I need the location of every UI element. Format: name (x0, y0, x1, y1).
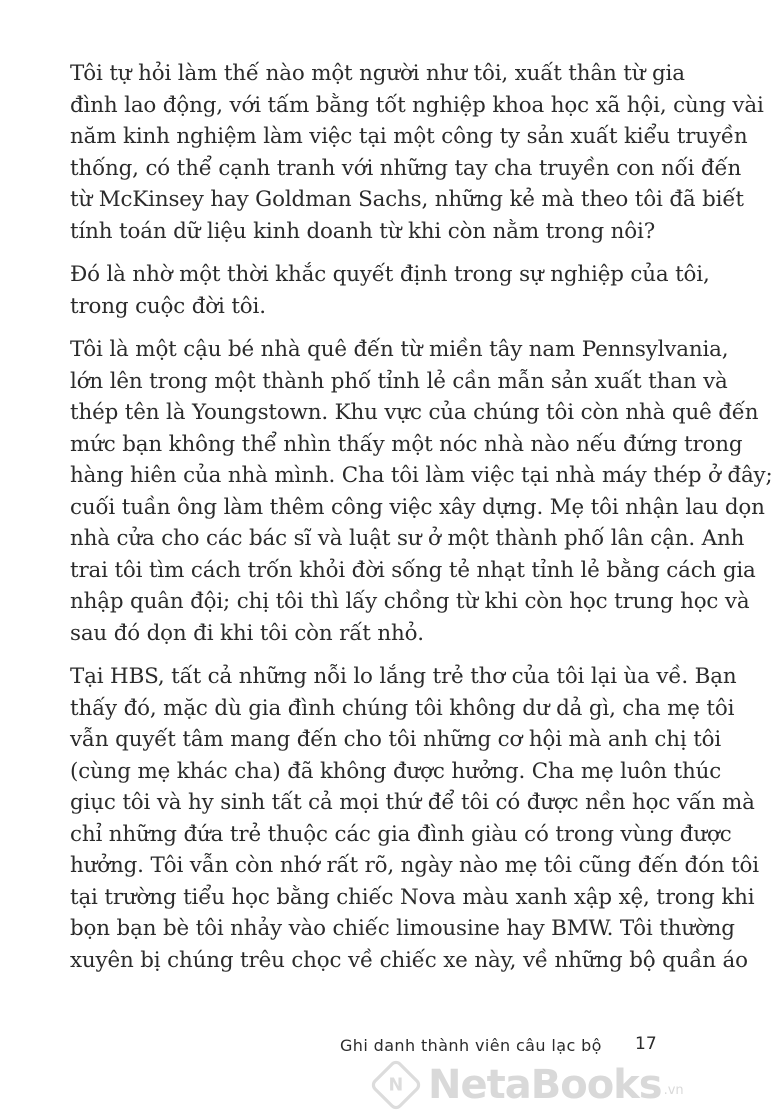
running-title: Ghi danh thành viên câu lạc bộ (340, 1036, 602, 1055)
page-number: 17 (635, 1034, 657, 1054)
text-line: chỉ những đứa trẻ thuộc các gia đình giàu có trong vùng được (70, 821, 732, 847)
text-line: lớn lên trong một thành phố tỉnh lẻ cần mẫn sản xuất than và (70, 368, 728, 394)
text-line: bọn bạn bè tôi nhảy vào chiếc limousine hay BMW. Tôi thường (70, 916, 735, 941)
text-line: Tôi tự hỏi làm thế nào một người như tôi, xuất thân từ gia (70, 61, 685, 86)
text-line: hưởng. Tôi vẫn còn nhớ rất rõ, ngày nào mẹ tôi cũng đến đón tôi (70, 853, 759, 878)
text-line: nhập quân đội; chị tôi thì lấy chồng từ khi còn học trung học và (70, 589, 750, 614)
watermark-logo-icon (369, 1058, 423, 1112)
text-line: năm kinh nghiệm làm việc tại một công ty sản xuất kiểu truyền (70, 124, 748, 149)
text-line: Tại HBS, tất cả những nỗi lo lắng trẻ thơ của tôi lại ùa về. Bạn (70, 664, 737, 689)
text-line: thống, có thể cạnh tranh với những tay cha truyền con nối đến (70, 155, 742, 181)
paragraph-3 (70, 334, 773, 649)
text-line: từ McKinsey hay Goldman Sachs, những kẻ mà theo tôi đã biết (70, 187, 744, 212)
page-body (70, 58, 773, 988)
watermark-suffix: .vn (663, 1083, 684, 1098)
text-line: xuyên bị chúng trêu chọc về chiếc xe này, về những bộ quần áo (70, 947, 748, 973)
text-line: Đó là nhờ một thời khắc quyết định trong sự nghiệp của tôi, (70, 262, 710, 287)
watermark (372, 1060, 692, 1110)
text-line: tính toán dữ liệu kinh doanh từ khi còn nằm trong nôi? (70, 218, 656, 244)
paragraph-4 (70, 661, 759, 976)
text-line: trong cuộc đời tôi. (70, 293, 266, 319)
text-line: đình lao động, với tấm bằng tốt nghiệp khoa học xã hội, cùng vài (70, 92, 764, 118)
text-line: nhà cửa cho các bác sĩ và luật sư ở một thành phố lân cận. Anh (70, 526, 745, 551)
text-line: giục tôi và hy sinh tất cả mọi thứ để tôi có được nền học vấn mà (70, 790, 755, 815)
text-line: thép tên là Youngstown. Khu vực của chúng tôi còn nhà quê đến (70, 400, 759, 425)
paragraph-2 (70, 259, 710, 322)
watermark-text: NetaBooks (428, 1062, 662, 1108)
paragraph-1 (70, 58, 764, 247)
text-line: trai tôi tìm cách trốn khỏi đời sống tẻ nhạt tỉnh lẻ bằng cách gia (70, 557, 756, 583)
text-line: cuối tuần ông làm thêm công việc xây dựng. Mẹ tôi nhận lau dọn (70, 494, 765, 520)
text-line: thấy đó, mặc dù gia đình chúng tôi không dư dả gì, cha mẹ tôi (70, 695, 735, 721)
text-line: mức bạn không thể nhìn thấy một nóc nhà nào nếu đứng trong (70, 431, 743, 457)
text-line: tại trường tiểu học bằng chiếc Nova màu xanh xập xệ, trong khi (70, 884, 755, 910)
text-line: vẫn quyết tâm mang đến cho tôi những cơ hội mà anh chị tôi (70, 727, 722, 752)
text-line: (cùng mẹ khác cha) đã không được hưởng. Cha mẹ luôn thúc (70, 758, 722, 784)
text-line: Tôi là một cậu bé nhà quê đến từ miền tây nam Pennsylvania, (70, 337, 729, 362)
watermark-logo-letter: N (388, 1074, 404, 1095)
text-line: sau đó dọn đi khi tôi còn rất nhỏ. (70, 620, 424, 646)
text-line: hàng hiên của nhà mình. Cha tôi làm việc tại nhà máy thép ở đây; (70, 463, 773, 488)
